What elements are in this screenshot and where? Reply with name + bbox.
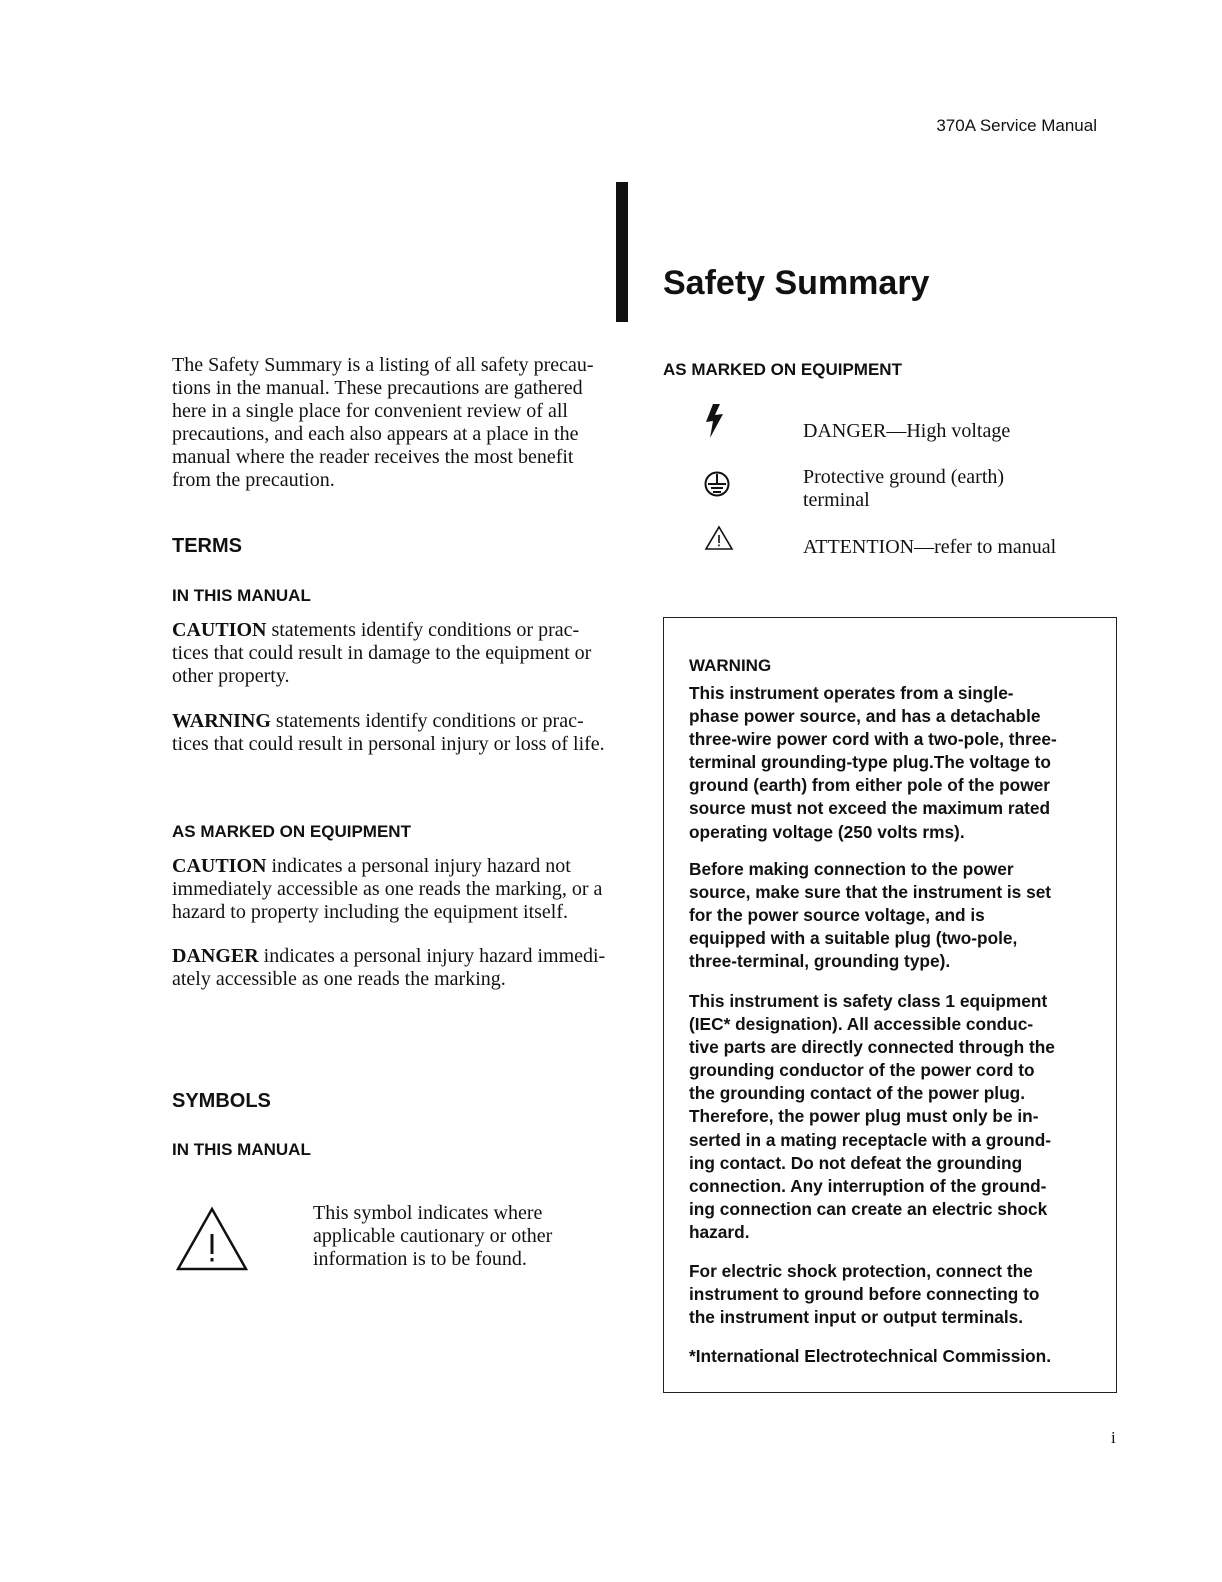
equipment-heading: AS MARKED ON EQUIPMENT — [663, 360, 902, 379]
warning-box — [663, 617, 1117, 1393]
caution-marked-term: CAUTION — [172, 855, 267, 877]
warning-paragraph: For electric shock protection, connect the instrument to ground before connecting to the instrument input or output terminals. — [689, 1261, 1040, 1328]
manual-symbol-description: This symbol indicates where applicable cautionary or other information is to be found. — [313, 1202, 553, 1270]
equipment-item-danger: DANGER—High voltage — [803, 420, 1011, 442]
terms-marked-heading: AS MARKED ON EQUIPMENT — [172, 822, 411, 841]
protective-ground-icon — [704, 471, 730, 497]
intro-paragraph: The Safety Summary is a listing of all safety precau- tions in the manual. These precautions are gathered here in a single place for convenient review of all precautions, and each also appears at a place in the manual where the reader receives the most benefit from the precaution. — [172, 354, 594, 491]
symbols-heading: SYMBOLS — [172, 1090, 271, 1112]
danger-definition — [172, 945, 605, 991]
chapter-tab-bar — [616, 182, 628, 322]
equipment-item-ground: Protective ground (earth) terminal — [803, 466, 1005, 511]
warning-footnote: *International Electrotechnical Commission. — [689, 1346, 1052, 1366]
page-title: Safety Summary — [663, 264, 930, 302]
terms-heading: TERMS — [172, 535, 242, 557]
page-number: i — [1111, 1428, 1116, 1447]
danger-term: DANGER — [172, 945, 259, 967]
warning-paragraph: This instrument operates from a single- phase power source, and has a detachable three-wire power cord with a two-pole, three- terminal grounding-type plug.The voltage to ground (earth) from either pole of the power source must not exceed the maximum rated operating voltage (250 volts rms). — [689, 683, 1057, 842]
manual-title: 370A Service Manual — [936, 116, 1097, 135]
high-voltage-icon — [704, 404, 726, 438]
attention-triangle-icon — [176, 1206, 248, 1272]
warning-text: statements identify conditions or prac- tices that could result in personal injury or loss of life. — [172, 710, 605, 755]
warning-paragraph: This instrument is safety class 1 equipment (IEC* designation). All accessible conduc- tive parts are directly connected through the grounding conductor of the power cord to the grounding contact of the power plug. Therefore, the power plug must only be in- serted in a mating receptacle with a ground- ing contact. Do not defeat the grounding connection. Any interruption of the ground- ing connection can create an electric shock hazard. — [689, 991, 1055, 1242]
warning-box-title: WARNING — [689, 656, 772, 675]
caution-marked-text: indicates a personal injury hazard not immediately accessible as one reads the marking, or a hazard to property including the equipment itself. — [172, 855, 603, 923]
warning-term: WARNING — [172, 710, 271, 732]
warning-definition — [172, 710, 605, 756]
symbols-in-manual-heading: IN THIS MANUAL — [172, 1140, 311, 1159]
caution-definition — [172, 619, 591, 688]
terms-in-manual-heading: IN THIS MANUAL — [172, 586, 311, 605]
warning-paragraph: Before making connection to the power source, make sure that the instrument is set for the power source voltage, and is equipped with a suitable plug (two-pole, three-terminal, grounding type). — [689, 859, 1052, 972]
danger-text: indicates a personal injury hazard immedi- ately accessible as one reads the marking. — [172, 945, 606, 990]
caution-term: CAUTION — [172, 619, 267, 641]
attention-triangle-icon — [704, 525, 734, 551]
equipment-item-attention: ATTENTION—refer to manual — [803, 536, 1057, 558]
caution-marked-definition — [172, 855, 602, 924]
caution-text: statements identify conditions or prac- tices that could result in damage to the equipment or other property. — [172, 619, 592, 687]
